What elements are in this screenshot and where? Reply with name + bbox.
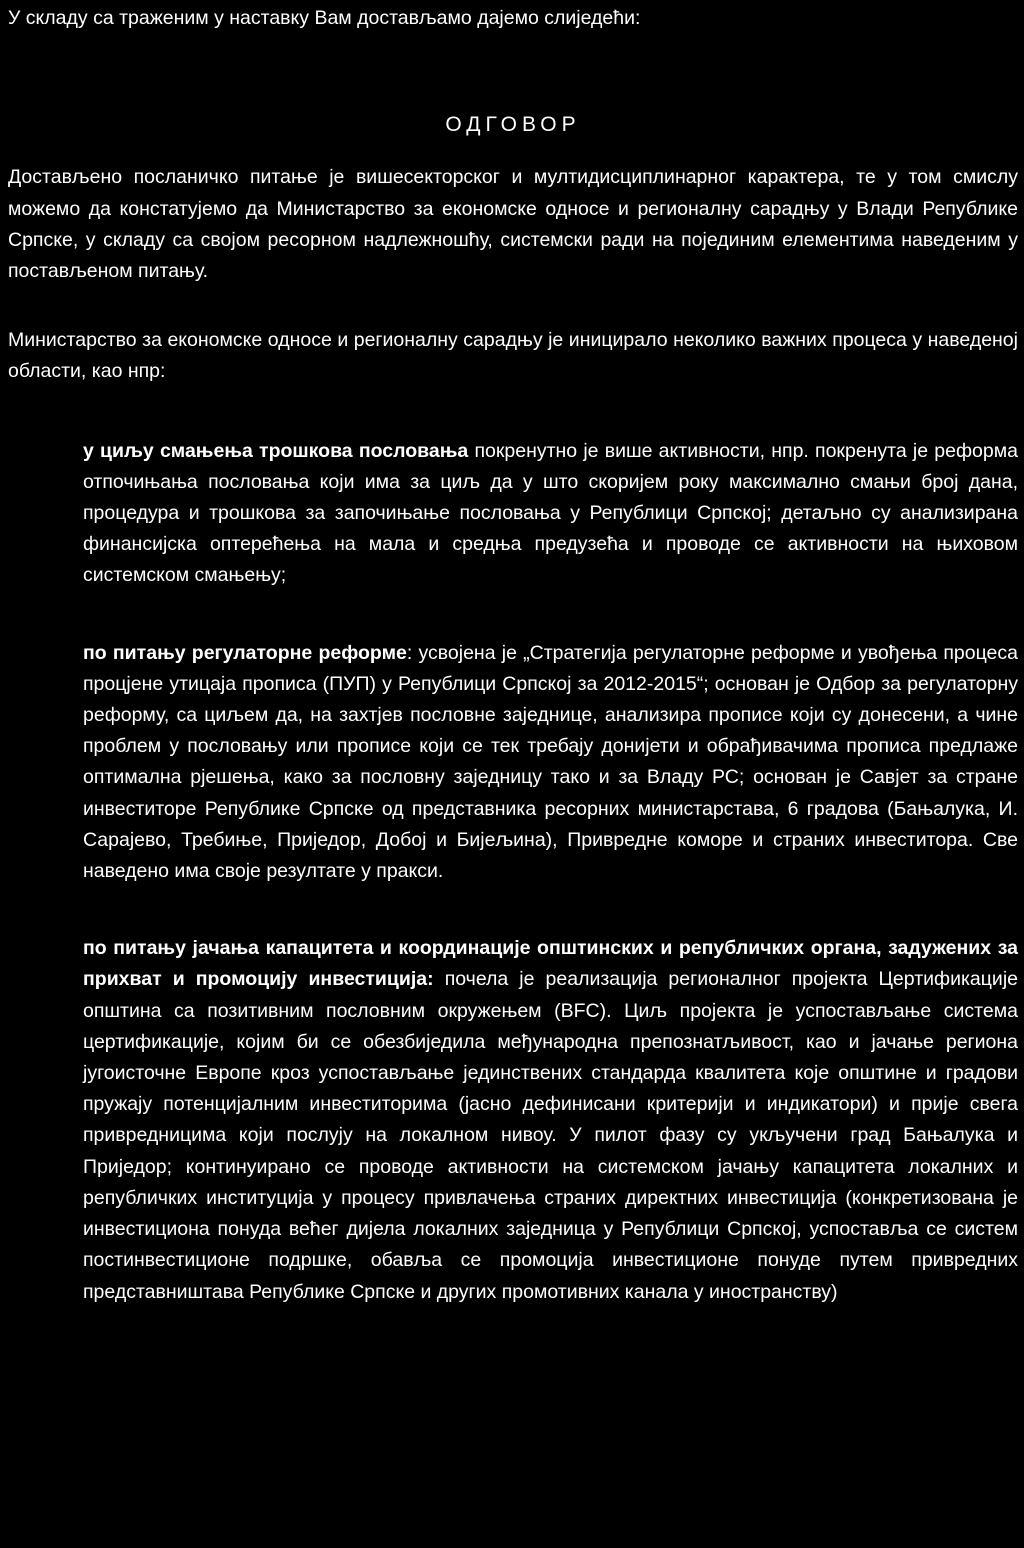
paragraph-1: Достављено посланичко питање је вишесекторског и мултидисциплинарног карактера, те у том смислу можемо да констатујемо да Министарство за економске односе и регионалну сарадњу у Влади Републике Српске, у складу са својом ресорном надлежношћу, системски ради на појединим елементима наведеним у постављеном питању. [8,166,1018,283]
document-page [0,3,1024,1548]
document-heading: ОДГОВОР [445,113,581,137]
list-item-text: : усвојена је „Стратегија регулаторне реформе и увођења процеса процјене утицаја прописа (ПУП) у Републици Српској за 2012-2015“; основан је Одбор за регулаторну реформу, са циљем да, на захтјев пословне заједнице, анализира прописе који су донесени, а чине проблем у пословању или прописе који се тек требају донијети и обрађивачима прописа предлаже оптимална рјешења, како за пословну заједницу тако и за Владу РС; основан је Савјет за стране инвеститоре Републике Српске од представника ресорних министарстава, 6 градова (Бањалука, И. Сарајево, Требиње, Приједор, Добој и Бијељина), Привредне коморе и страних инвеститора. Све наведено има своје резултате у пракси. [83,641,1018,883]
list-item-lead: по питању јачања капацитета и координације општинских и републичких органа, задужених за прихват и промоцију инвестиција: [83,937,1018,991]
list-item-capacity-building [83,933,1018,1307]
list-item-text: покренутно је више активности, нпр. покренута је реформа отпочињања пословања који има за циљ да у што скоријем року максимално смањи број дана, процедура и трошкова за започињање пословања у Републици Српској; детаљно су анализирана финансијска оптерећења на мала и средња предузећа и проводе се активности на њиховом системском смањењу; [83,439,1018,587]
list-item-text: почела је реализација регионалног пројекта Цертификације општина са позитивним пословним окружењем (BFC). Циљ пројекта је успостављање система цертификације, којим би се обезбиједила међународна препознатљивост, као и јачање регионa југоисточне Европе кроз успостављање јединствених стандарда квалитета које општине и градови пружају потенцијалним инвеститорима (јасно дефинисани критерији и индикатори) и прије свега привредницима који послују на локалном нивоу. У пилот фазу су укључени град Бањалука и Приједор; континуирано се проводе активности на системском јачању капацитета локалних и републичких институција у процесу привлачења страних директних инвестиција (конкретизована је инвестициона понуда већег дијела локалних заједница у Републици Српској, успоставља се систем постинвестиционе подршке, обавља се промоција инвестиционе понуде путем привредних представништава Републике Српске и других промотивних канала у иностранству) [83,968,1018,1303]
intro-line: У складу са траженим у наставку Вам достављамо дајемо слиједећи: [8,7,641,29]
list-item-lead: по питању регулаторне реформе [83,641,407,664]
paragraph-2: Министарство за економске односе и регионалну сарадњу је иницирало неколико важних процеса у наведеној области, као нпр: [8,329,1018,383]
list-item-cost-reduction [83,436,1018,592]
list-item-regulatory-reform [83,638,1018,888]
list-item-lead: у циљу смањења трошкова пословања [83,439,469,462]
